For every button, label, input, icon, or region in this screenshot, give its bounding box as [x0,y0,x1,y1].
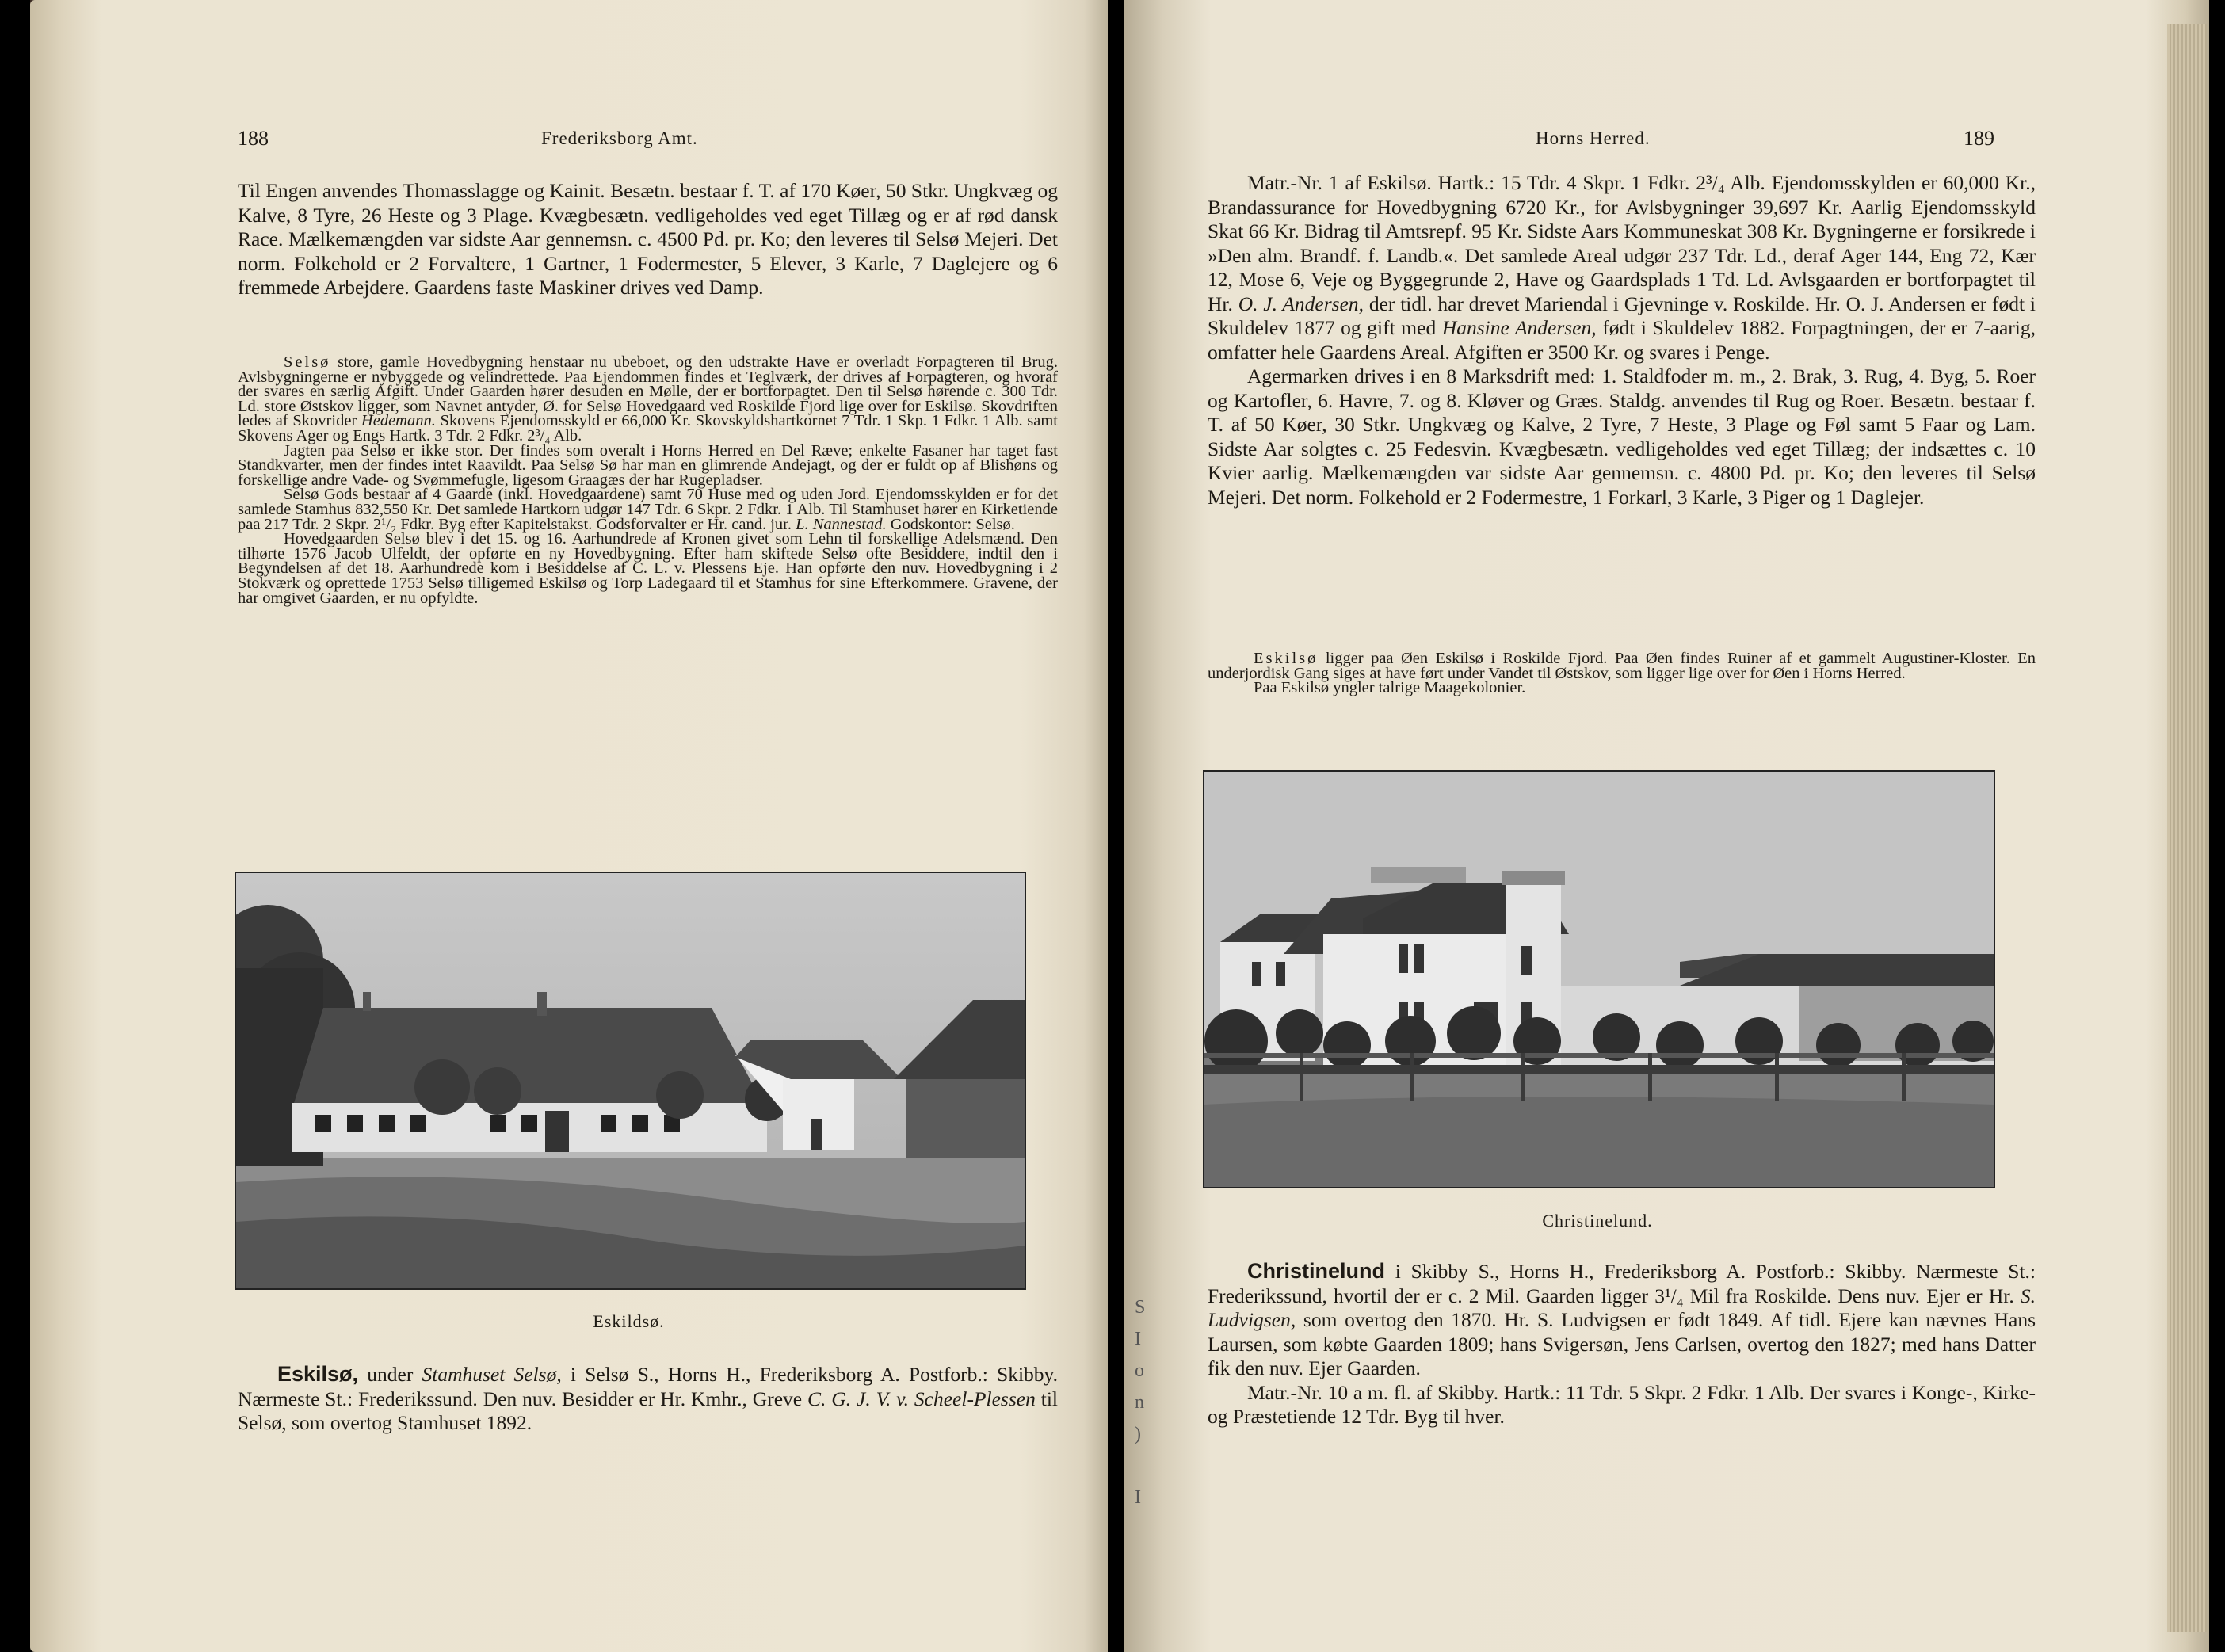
lead-word: Selsø [284,353,331,371]
entry-heading: Christinelund [1247,1259,1385,1283]
body-text [1208,171,2036,509]
gutter-letter: I [1135,1329,1141,1349]
name: Stamhuset Selsø, [422,1363,562,1386]
small-paragraph [1208,651,2036,681]
body-text [238,179,1058,300]
photo-eskildso [235,872,1026,1290]
paragraph [1208,171,2036,364]
text: født i Skuldelev 1882. Forpagtningen, der er 7-aarig, omfatter hele Gaardens Areal. Afgiften er 3500 Kr. og svares i Penge. [1208,316,2036,364]
photo-caption: Eskildsø. [593,1311,665,1331]
text: i Selsø S., Horns H., Frederiksborg A. Postforb.: Skibby. Nærmeste St.: Frederikssund. Den nuv. Besidder er Hr. Kmhr., Greve [238,1363,1058,1410]
name: L. Nannestad. [796,515,887,533]
running-header: Horns Herred. [1536,128,1651,148]
entry-heading: Eskilsø, [277,1362,359,1386]
left-page [30,0,1108,1652]
paragraph: Matr.-Nr. 10 a m. fl. af Skibby. Hartk.: 11 Tdr. 5 Skpr. 2 Fdkr. 1 Alb. Der svares i Konge-, Kirke- og Præstetiende 12 Tdr. Byg til hver. [1208,1380,2036,1428]
gutter-letter: S [1135,1297,1146,1318]
paragraph: Til Engen anvendes Thomasslagge og Kainit. Besætn. bestaar f. T. af 170 Køer, 50 Stkr. Ungkvæg og Kalve, 8 Tyre, 26 Heste og 3 Plage. Kvægbesætn. vedligeholdes ved eget Tillæg og er af rød dansk Race. Mælkemængden var sidste Aar gennemsn. c. 4500 Pd. pr. Ko; den leveres til Selsø Mejeri. Det norm. Folkehold er 2 Forvaltere, 1 Gartner, 1 Fodermester, 5 Elever, 3 Karle, 7 Daglejere og 6 fremmede Arbejdere. Gaardens faste Maskiner drives ved Damp. [238,179,1058,299]
gutter-letter: ) [1135,1424,1141,1444]
small-print-section [238,355,1058,605]
page-number: 189 [1964,127,1994,150]
photo-christinelund [1203,770,1995,1188]
gutter-letter: I [1135,1487,1141,1508]
gutter-letter: n [1135,1392,1144,1413]
entry-christinelund [1208,1259,2036,1429]
small-paragraph: Paa Eskilsø yngler talrige Maagekolonier. [1254,679,1526,697]
photo-caption: Christinelund. [1542,1211,1653,1230]
small-print-section [1208,651,2036,696]
running-header: Frederiksborg Amt. [541,128,698,148]
text: Skovens Ejendomsskyld er 66,000 Kr. Skovskyldshartkornet 7 Tdr. 1 Skp. 1 Fdkr. 1 Alb. samt Skovens Ager og Engs Hartk. 3 Tdr. 2 Fdkr. 2³/₄ Alb. [238,412,1058,444]
name: Hedemann. [361,412,436,430]
gutter-letter: o [1135,1360,1144,1381]
gutter-fragment [1135,1291,1145,1513]
small-paragraph: Jagten paa Selsø er ikke stor. Der findes som overalt i Horns Herred en Del Ræve; enkelte Fasaner har taget fast Standkvarter, men der findes intet Raavildt. Paa Selsø Sø har man en glimrende Andejagt, og der er fuldt op af Blishøns og forskellige andre Vade- og Svømmefugle, ligesom Graagæs der har Rugepladser. [238,441,1058,489]
lead-word: Eskilsø [1254,650,1319,667]
text: til Selsø, som overtog Stamhuset 1892. [238,1387,1058,1434]
right-page [1124,0,2209,1652]
small-paragraph: Hovedgaarden Selsø blev i det 15. og 16. Aarhundrede af Kronen givet som Lehn til forskellige Adelsmænd. Den tilhørte 1576 Jacob Ulfeldt, der opførte en ny Hovedbygning. Efter ham skiftede Selsø ofte Besiddere, indtil den i Begyndelsen af det 18. Aarhundrede kom i Besiddelse af C. L. v. Plessens Eje. Han opførte den nuv. Hovedbygning i 2 Stokværk og oprettede 1753 Selsø tilligemed Eskilsø og Torp Ladegaard til et Stamhus for sine Efterkommere. Gravene, der har omgivet Gaarden, er nu opfyldte. [238,530,1058,607]
text: der tidl. har drevet Mariendal i Gjevninge v. Roskilde. Hr. O. J. Andersen er født i Skuldelev 1877 og gift med [1208,292,2036,339]
manor-photo-illustration [1204,772,1994,1187]
book-page-edges [2167,24,2207,1632]
entry-paragraph [1208,1259,2036,1381]
name: S. Ludvigsen, [1208,1284,2036,1331]
entry-eskilso [238,1362,1058,1436]
text: under [358,1363,422,1386]
text: Selsø Gods bestaar af 4 Gaarde (inkl. Hovedgaardene) samt 70 Huse med og uden Jord. Ejendomsskylden er for det samlede Stamhus 832,550 Kr. Det samlede Hartkorn udgør 147 Tdr. 6 Skpr. 2 Fdkr. 1 Alb. Til Stamhuset hører en Kirketiende paa 217 Tdr. 2 Skpr. 2¹/₂ Fdkr. Byg efter Kapitelstakst. Godsforvalter er Hr. cand. jur. [238,486,1058,533]
farm-photo-illustration [236,873,1025,1288]
text: ligger paa Øen Eskilsø i Roskilde Fjord. Paa Øen findes Ruiner af et gammelt Augustiner-Kloster. En underjordisk Gang siges at have ført under Vandet til Østskov, som ligger lige over for Øen i Horns Herred. [1208,650,2036,682]
entry-paragraph [238,1362,1058,1436]
text: Godskontor: Selsø. [886,515,1015,533]
paragraph: Agermarken drives i en 8 Marksdrift med: 1. Staldfoder m. m., 2. Brak, 3. Rug, 4. Byg, 5. Roer og Kartofler, 6. Havre, 7. og 8. Kløver og Græs. Staldg. anvendes til Rug og Roer. Besætn. bestaar f. T. af 50 Køer, 30 Stkr. Ungkvæg og Kalve, 2 Tyre, 7 Heste, 3 Plage og Føl samt 5 Faar og Lam. Sidste Aar solgtes c. 25 Fedesvin. Kvægbesætn. vedligeholdes ved eget Tillæg; der indsættes c. 10 Kvier aarlig. Mælkemængden var sidste Aar gennemsn. c. 4800 Pd. pr. Ko; den leveres til Selsø Mejeri. Det norm. Folkehold er 2 Fodermestre, 1 Forkarl, 3 Karle, 3 Piger og 1 Daglejer. [1208,364,2036,509]
text: som overtog den 1870. Hr. S. Ludvigsen er født 1849. Af tidl. Ejere kan nævnes Hans Laursen, som købte Gaarden 1809; hans Svigersøn, Jens Carlsen, overtog den 1827; med hans Datter fik den nuv. Ejer Gaarden. [1208,1308,2036,1379]
page-number: 188 [238,127,269,150]
text: store, gamle Hovedbygning henstaar nu ubeboet, og den udstrakte Have er overladt Forpagteren til Brug. Avlsbygningerne er nybyggede og velindrettede. Paa Ejendommen findes et Teglværk, der drives af Forpagteren, og hvoraf der svares en særlig Afgift. Under Gaarden hører desuden en Mølle, der er bortforpagtet. Den til Selsø hørende c. 300 Tdr. Ld. store Østskov ligger, som Navnet antyder, Ø. for Selsø Hovedgaard ved Roskilde Fjord lige over for Eskilsø. Skovdriften ledes af Skovrider [238,353,1058,430]
name: O. J. Andersen, [1238,292,1364,315]
name: C. G. J. V. v. Scheel-Plessen [807,1387,1036,1410]
text: i Skibby S., Horns H., Frederiksborg A. Postforb.: Skibby. Nærmeste St.: Frederikssund, hvortil der er c. 2 Mil. Gaarden ligger 3¹/₄ Mil fra Roskilde. Dens nuv. Ejer er Hr. [1208,1260,2036,1307]
name: Hansine Andersen, [1441,316,1597,339]
small-paragraph [238,487,1058,532]
small-paragraph [238,355,1058,444]
text: Matr.-Nr. 1 af Eskilsø. Hartk.: 15 Tdr. 4 Skpr. 1 Fdkr. 2³/₄ Alb. Ejendomsskylden er 60,000 Kr., Brandassurance for Hovedbygning 6720 Kr., for Avlsbygninger 39,697 Kr. Aarlig Ejendomsskyld Skat 66 Kr. Bidrag til Amtsrepf. 95 Kr. Sidste Aars Kommuneskat 308 Kr. Bygningerne er forsikrede i »Den alm. Brandf. f. Landb.«. Det samlede Areal udgør 237 Tdr. Ld., deraf Ager 144, Eng 72, Kær 12, Mose 6, Veje og Byggegrunde 2, Have og Gaardsplads 1 Td. Ld. Avlsgaarden er bortforpagtet til Hr. [1208,171,2036,315]
